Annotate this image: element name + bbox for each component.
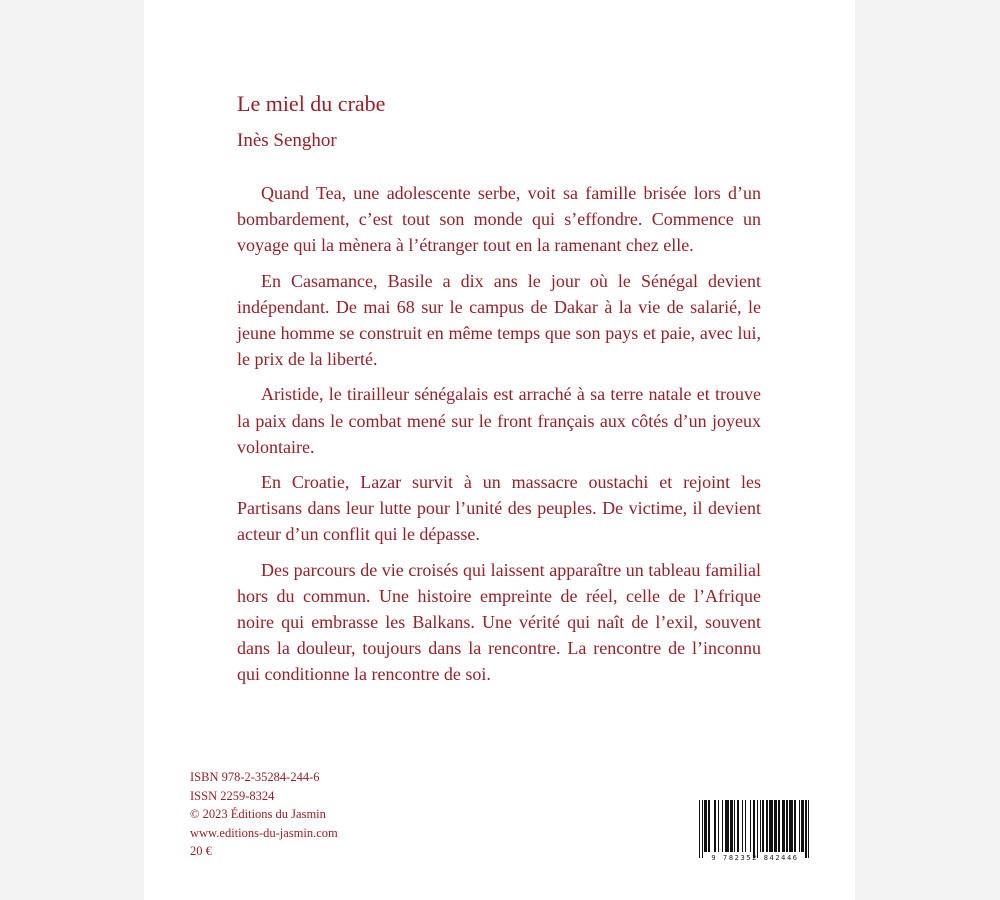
barcode	[699, 800, 811, 866]
isbn: ISBN 978-2-35284-244-6	[190, 770, 320, 784]
blurb	[237, 180, 761, 697]
price: 20 €	[190, 844, 212, 859]
colophon	[190, 768, 338, 861]
publisher-website: www.editions-du-jasmin.com	[190, 825, 338, 840]
barcode-bars	[699, 800, 811, 852]
barcode-space	[809, 800, 810, 852]
back-cover	[144, 0, 855, 900]
copyright: © 2023 Éditions du Jasmin	[190, 807, 326, 822]
blurb-paragraph: Quand Tea, une adolescente serbe, voit sa famille brisée lors d’un bombardement, c’est tout son monde qui s’effondre. Commence un voyage qui la mènera à l’étranger tout en la ramenant chez elle.	[237, 183, 761, 256]
issn: ISSN 2259-8324	[190, 788, 275, 803]
barcode-digits: 9 782352 842446	[711, 854, 799, 862]
book-title: Le miel du crabe	[237, 91, 386, 116]
blurb-paragraph: En Croatie, Lazar survit à un massacre oustachi et rejoint les Partisans dans leur lutte pour l’unité des peuples. De victime, il devient acteur d’un conflit qui le dépasse.	[237, 472, 761, 545]
blurb-paragraph: Des parcours de vie croisés qui laissent apparaître un tableau familial hors du commun. Une histoire empreinte de réel, celle de l’Afrique noire qui embrasse les Balkans. Une vérité qui naît de l’exil, souvent dans la douleur, toujours dans la rencontre. La rencontre de l’inconnu qui conditionne la rencontre de soi.	[237, 559, 761, 685]
blurb-paragraph: En Casamance, Basile a dix ans le jour où le Sénégal devient indépendant. De mai 68 sur le campus de Dakar à la vie de salarié, le jeune homme se construit en même temps que son pays et paie, avec lui, le prix de la liberté.	[237, 270, 761, 370]
book-author: Inès Senghor	[237, 130, 337, 151]
blurb-paragraph: Aristide, le tirailleur sénégalais est arraché à sa terre natale et trouve la paix dans le combat mené sur le front français aux côtés d’un joyeux volontaire.	[237, 384, 761, 457]
